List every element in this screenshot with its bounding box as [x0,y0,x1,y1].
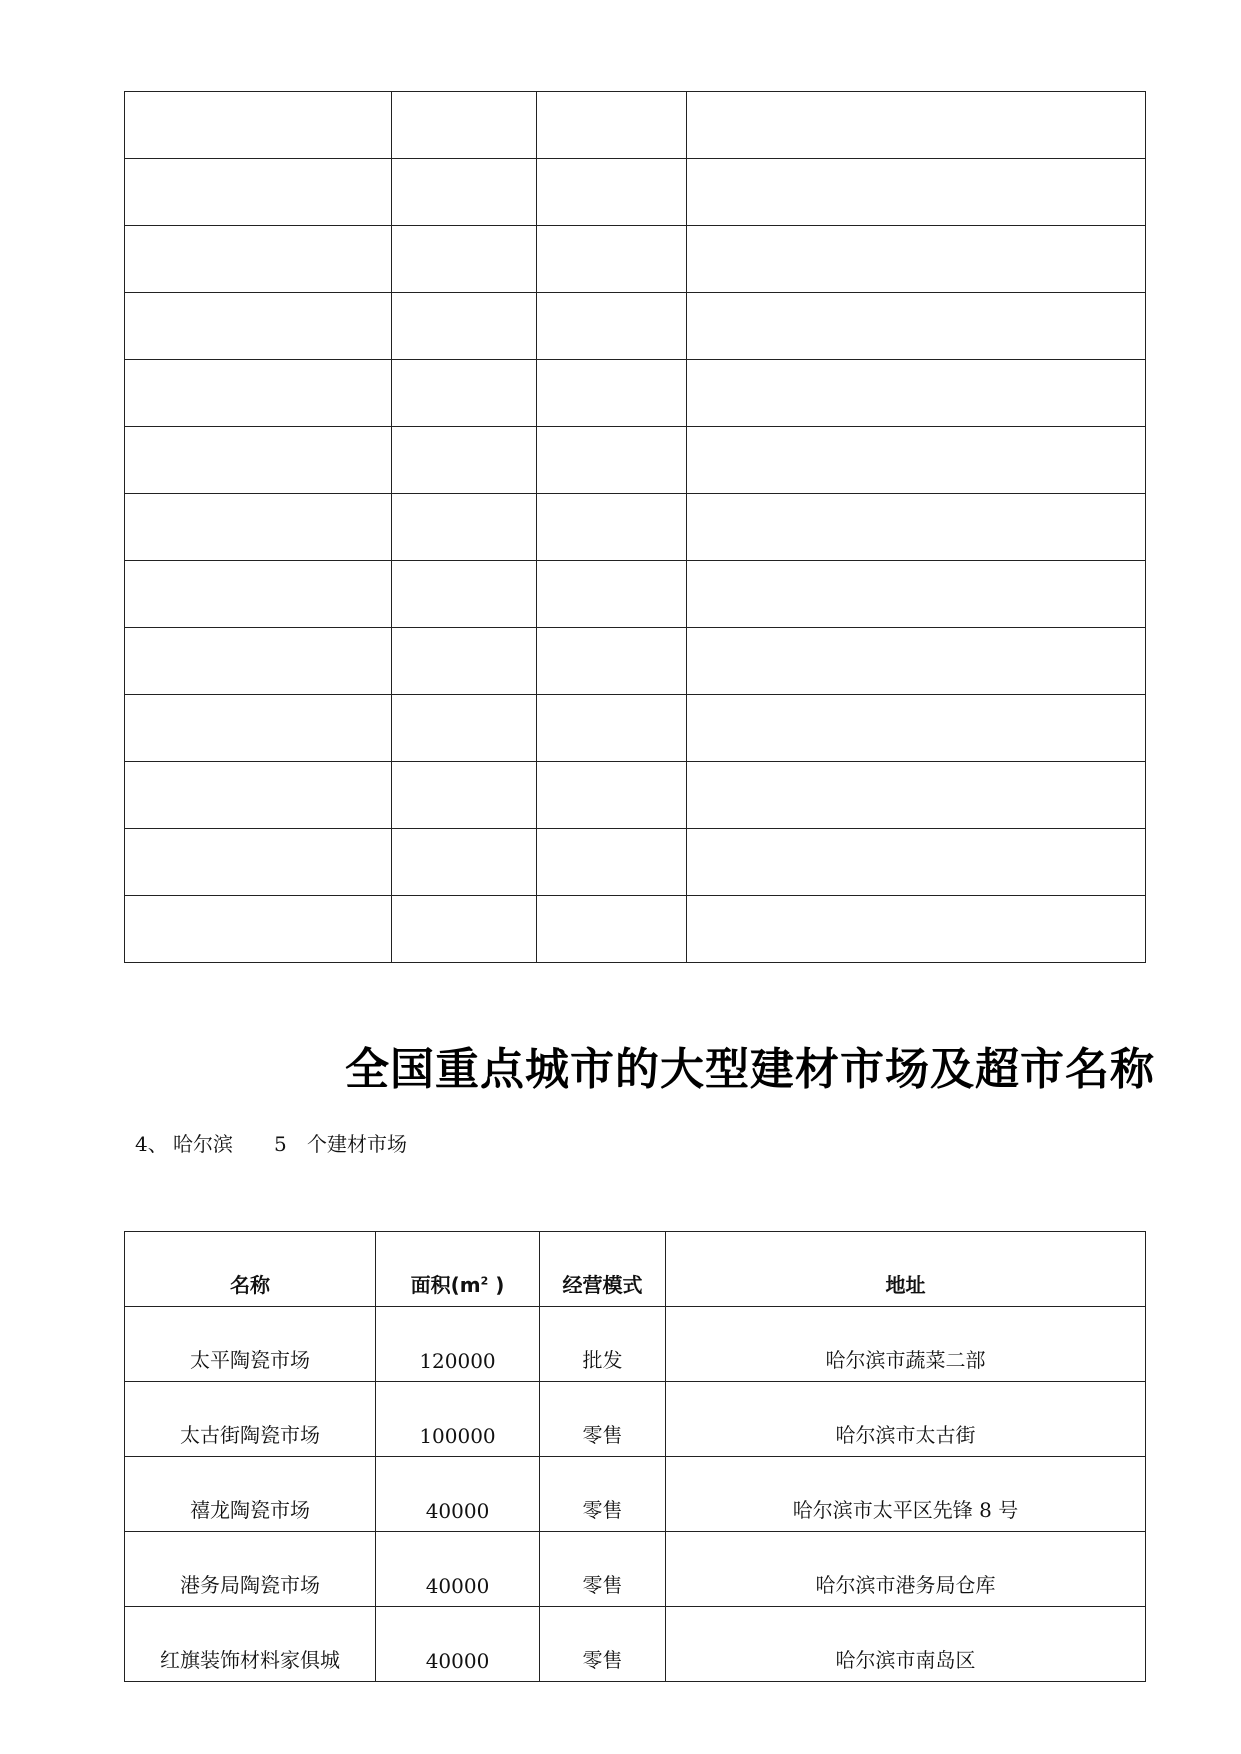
blank-cell [125,896,392,963]
blank-cell [392,494,537,561]
blank-cell [537,561,687,628]
blank-cell [392,561,537,628]
section-suffix: 个建材市场 [307,1132,407,1156]
blank-cell [537,695,687,762]
blank-cell [392,695,537,762]
table-row [125,1382,1146,1457]
header-name: 名称 [125,1232,376,1307]
blank-cell [687,494,1146,561]
blank-cell [392,159,537,226]
header-address: 地址 [666,1232,1146,1307]
blank-cell [537,92,687,159]
table-row [125,1307,1146,1382]
blank-cell [125,360,392,427]
cell-address: 哈尔滨市南岛区 [666,1607,1146,1682]
blank-cell [125,226,392,293]
blank-cell [125,427,392,494]
cell-mode: 零售 [540,1382,666,1457]
cell-address: 哈尔滨市港务局仓库 [666,1532,1146,1607]
blank-row [125,360,1146,427]
blank-cell [687,896,1146,963]
section-count: 5 [274,1132,287,1156]
cell-name: 太古街陶瓷市场 [125,1382,376,1457]
blank-cell [537,159,687,226]
market-table [124,1231,1146,1682]
blank-cell [687,293,1146,360]
section-number: 4、 [135,1132,168,1156]
blank-cell [687,92,1146,159]
blank-cell [537,226,687,293]
header-mode: 经营模式 [540,1232,666,1307]
cell-area: 40000 [376,1532,540,1607]
table-row [125,1532,1146,1607]
blank-table [124,91,1146,963]
blank-cell [392,92,537,159]
blank-row [125,762,1146,829]
cell-mode: 零售 [540,1457,666,1532]
blank-cell [687,762,1146,829]
blank-cell [687,628,1146,695]
blank-cell [537,360,687,427]
cell-area: 40000 [376,1607,540,1682]
blank-row [125,829,1146,896]
cell-name: 红旗装饰材料家俱城 [125,1607,376,1682]
section-city: 哈尔滨 [173,1132,233,1156]
cell-area: 120000 [376,1307,540,1382]
blank-cell [537,427,687,494]
blank-row [125,494,1146,561]
blank-cell [687,829,1146,896]
cell-name: 太平陶瓷市场 [125,1307,376,1382]
blank-cell [537,494,687,561]
blank-row [125,695,1146,762]
blank-row [125,896,1146,963]
blank-cell [392,360,537,427]
blank-cell [125,695,392,762]
cell-mode: 零售 [540,1532,666,1607]
blank-cell [687,360,1146,427]
blank-row [125,293,1146,360]
blank-cell [687,159,1146,226]
cell-address: 哈尔滨市太平区先锋 8 号 [666,1457,1146,1532]
cell-mode: 批发 [540,1307,666,1382]
table-row [125,1607,1146,1682]
blank-cell [687,561,1146,628]
page-title: 全国重点城市的大型建材市场及超市名称 [345,1044,1155,1095]
cell-name: 禧龙陶瓷市场 [125,1457,376,1532]
cell-area: 40000 [376,1457,540,1532]
cell-address: 哈尔滨市太古街 [666,1382,1146,1457]
blank-cell [392,896,537,963]
blank-cell [392,829,537,896]
table-row [125,1457,1146,1532]
blank-cell [537,293,687,360]
blank-row [125,159,1146,226]
blank-cell [392,628,537,695]
blank-cell [125,829,392,896]
blank-cell [687,427,1146,494]
blank-cell [392,293,537,360]
cell-mode: 零售 [540,1607,666,1682]
cell-address: 哈尔滨市蔬菜二部 [666,1307,1146,1382]
blank-cell [125,92,392,159]
blank-cell [537,896,687,963]
blank-cell [125,159,392,226]
cell-area: 100000 [376,1382,540,1457]
header-area: 面积($m^2$ ) [376,1232,540,1307]
blank-cell [125,628,392,695]
section-heading [135,1128,407,1157]
blank-cell [392,226,537,293]
blank-cell [125,561,392,628]
blank-cell [125,293,392,360]
blank-row [125,226,1146,293]
blank-cell [687,695,1146,762]
blank-row [125,92,1146,159]
blank-row [125,628,1146,695]
blank-cell [125,494,392,561]
blank-row [125,427,1146,494]
blank-cell [537,829,687,896]
blank-cell [687,226,1146,293]
blank-cell [125,762,392,829]
blank-cell [537,628,687,695]
blank-cell [392,762,537,829]
blank-cell [392,427,537,494]
table-header-row [125,1232,1146,1307]
blank-cell [537,762,687,829]
cell-name: 港务局陶瓷市场 [125,1532,376,1607]
blank-row [125,561,1146,628]
